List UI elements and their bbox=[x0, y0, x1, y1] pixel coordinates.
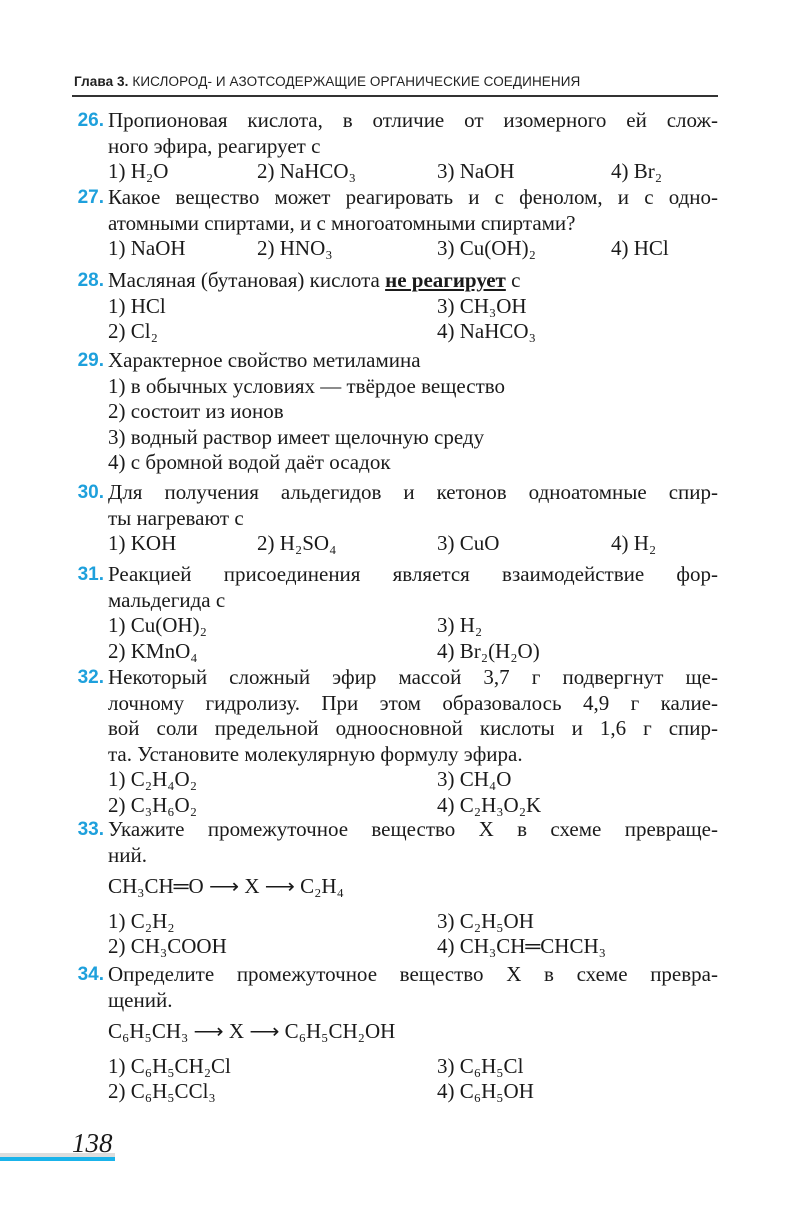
answer-option: 4) HCl bbox=[611, 236, 669, 260]
answer-option: 3) C₂H₅OH bbox=[437, 908, 534, 933]
question-text-line: Реакцией присоединения является взаимодействие фор- bbox=[108, 562, 718, 586]
answer-option: 4) CH₃CH═CHCH₃ bbox=[437, 934, 606, 958]
answer-options bbox=[108, 767, 718, 818]
answer-option: 2) C₆H₅CCl₃ bbox=[108, 1079, 216, 1103]
answer-option: 2) Cl₂ bbox=[108, 319, 158, 343]
answer-option: 3) Cu(OH)₂ bbox=[437, 236, 536, 260]
question-number: 29. bbox=[77, 350, 104, 371]
answer-option: 2) CH₃COOH bbox=[108, 934, 227, 958]
reaction-scheme: CH₃CH═O ⟶ X ⟶ C₂H₄ bbox=[108, 874, 344, 898]
question-text-line: та. Установите молекулярную формулу эфира. bbox=[108, 741, 523, 766]
header-rule bbox=[72, 95, 718, 97]
answer-option: 3) CH₃OH bbox=[437, 293, 527, 318]
chapter-title: КИСЛОРОД- И АЗОТСОДЕРЖАЩИЕ ОРГАНИЧЕСКИЕ СОЕДИНЕНИЯ bbox=[132, 74, 581, 89]
question-text-line: Укажите промежуточное вещество X в схеме превраще- bbox=[108, 817, 718, 841]
options-row bbox=[108, 294, 718, 320]
answer-option: 3) C₆H₅Cl bbox=[437, 1053, 524, 1078]
answer-option: 4) C₆H₅OH bbox=[437, 1079, 534, 1103]
answer-option: 1) KOH bbox=[108, 531, 177, 555]
options-row bbox=[108, 613, 718, 639]
question-26 bbox=[68, 108, 718, 185]
options-row bbox=[108, 934, 718, 960]
answer-option: 1) в обычных условиях — твёрдое вещество bbox=[108, 373, 506, 398]
question-text-line: ний. bbox=[108, 842, 147, 867]
running-header bbox=[74, 74, 580, 89]
answer-options bbox=[108, 531, 718, 557]
answer-option: 3) H₂ bbox=[437, 613, 483, 637]
answer-option: 4) Br₂ bbox=[611, 159, 663, 183]
question-number: 27. bbox=[77, 187, 104, 208]
question-number: 28. bbox=[77, 270, 104, 291]
options-row bbox=[108, 793, 718, 819]
answer-option: 2) C₃H₆O₂ bbox=[108, 792, 198, 817]
answer-option: 4) Br₂(H₂O) bbox=[437, 638, 540, 663]
answer-option: 3) NaOH bbox=[437, 159, 515, 183]
question-text-line: Определите промежуточное вещество X в схеме превра- bbox=[108, 962, 718, 986]
answer-option: 1) C₆H₅CH₂Cl bbox=[108, 1053, 231, 1078]
text-segment: Масляная (бутановая) кислота bbox=[108, 268, 386, 292]
question-text-line: Характерное свойство метиламина bbox=[108, 348, 421, 372]
options-row bbox=[108, 909, 718, 935]
question-number: 32. bbox=[77, 667, 104, 688]
question-number: 34. bbox=[77, 964, 104, 985]
options-row bbox=[108, 1054, 718, 1080]
question-33 bbox=[68, 817, 718, 960]
question-number: 33. bbox=[77, 819, 104, 840]
question-text-line: лочному гидролизу. При этом образовалось 4,9 г калие- bbox=[108, 690, 718, 715]
question-text-line: Какое вещество может реагировать и с фенолом, и с одно- bbox=[108, 185, 718, 209]
answer-option: 3) водный раствор имеет щелочную среду bbox=[108, 424, 485, 449]
question-28 bbox=[68, 268, 718, 345]
question-text-line: ного эфира, реагирует с bbox=[108, 133, 321, 158]
question-text-line: мальдегида с bbox=[108, 587, 226, 612]
options-row bbox=[108, 236, 718, 262]
answer-option: 2) HNO₃ bbox=[257, 236, 333, 260]
question-text-line: Пропионовая кислота, в отличие от изомерного ей слож- bbox=[108, 108, 718, 132]
reaction-scheme: C₆H₅CH₃ ⟶ X ⟶ C₆H₅CH₂OH bbox=[108, 1019, 396, 1043]
question-text-line: атомными спиртами, и с многоатомными спиртами? bbox=[108, 210, 576, 235]
answer-option: 4) NaHCO₃ bbox=[437, 319, 536, 343]
answer-option: 1) NaOH bbox=[108, 236, 186, 260]
answer-option: 4) с бромной водой даёт осадок bbox=[108, 450, 391, 474]
text-segment: с bbox=[505, 268, 521, 292]
emphasis-text: не реагирует bbox=[385, 268, 506, 292]
answer-options bbox=[108, 1054, 718, 1105]
answer-option: 4) C₂H₃O₂K bbox=[437, 792, 542, 817]
question-text-line: вой соли предельной одноосновной кислоты и 1,6 г спир- bbox=[108, 716, 718, 740]
question-number: 30. bbox=[77, 482, 104, 503]
answer-options bbox=[108, 159, 718, 185]
options-row bbox=[108, 159, 718, 185]
options-row bbox=[108, 319, 718, 345]
answer-options bbox=[108, 236, 718, 262]
question-text-line: щений. bbox=[108, 987, 173, 1012]
answer-options bbox=[108, 294, 718, 345]
answer-options bbox=[108, 374, 718, 476]
options-row bbox=[108, 531, 718, 557]
answer-option: 1) C₂H₄O₂ bbox=[108, 767, 198, 791]
answer-option: 3) CuO bbox=[437, 531, 500, 555]
question-text-line: Для получения альдегидов и кетонов одноатомные спир- bbox=[108, 480, 718, 504]
answer-option: 2) KMnO₄ bbox=[108, 638, 198, 663]
answer-option: 2) NaHCO₃ bbox=[257, 159, 356, 183]
question-32 bbox=[68, 665, 718, 818]
question-text-line bbox=[108, 268, 718, 294]
answer-options bbox=[108, 909, 718, 960]
question-number: 26. bbox=[77, 110, 104, 131]
page-number: 138 bbox=[72, 1128, 113, 1158]
answer-option: 2) состоит из ионов bbox=[108, 399, 284, 423]
answer-option: 1) HCl bbox=[108, 293, 166, 318]
question-30 bbox=[68, 480, 718, 557]
question-31 bbox=[68, 562, 718, 664]
question-29 bbox=[68, 348, 718, 476]
answer-option: 2) H₂SO₄ bbox=[257, 531, 337, 555]
answer-option: 1) H₂O bbox=[108, 159, 169, 183]
answer-option: 3) CH₄O bbox=[437, 767, 512, 791]
options-row bbox=[108, 767, 718, 793]
question-34 bbox=[68, 962, 718, 1105]
options-row bbox=[108, 1079, 718, 1105]
chapter-label: Глава 3. bbox=[74, 74, 129, 89]
answer-option: 4) H₂ bbox=[611, 531, 657, 555]
question-27 bbox=[68, 185, 718, 262]
question-text-line: Некоторый сложный эфир массой 3,7 г подвергнут ще- bbox=[108, 665, 718, 689]
options-row bbox=[108, 639, 718, 665]
answer-option: 1) Cu(OH)₂ bbox=[108, 613, 207, 637]
question-text-line: ты нагревают с bbox=[108, 505, 244, 530]
question-number: 31. bbox=[77, 564, 104, 585]
answer-option: 1) C₂H₂ bbox=[108, 908, 175, 933]
answer-options bbox=[108, 613, 718, 664]
